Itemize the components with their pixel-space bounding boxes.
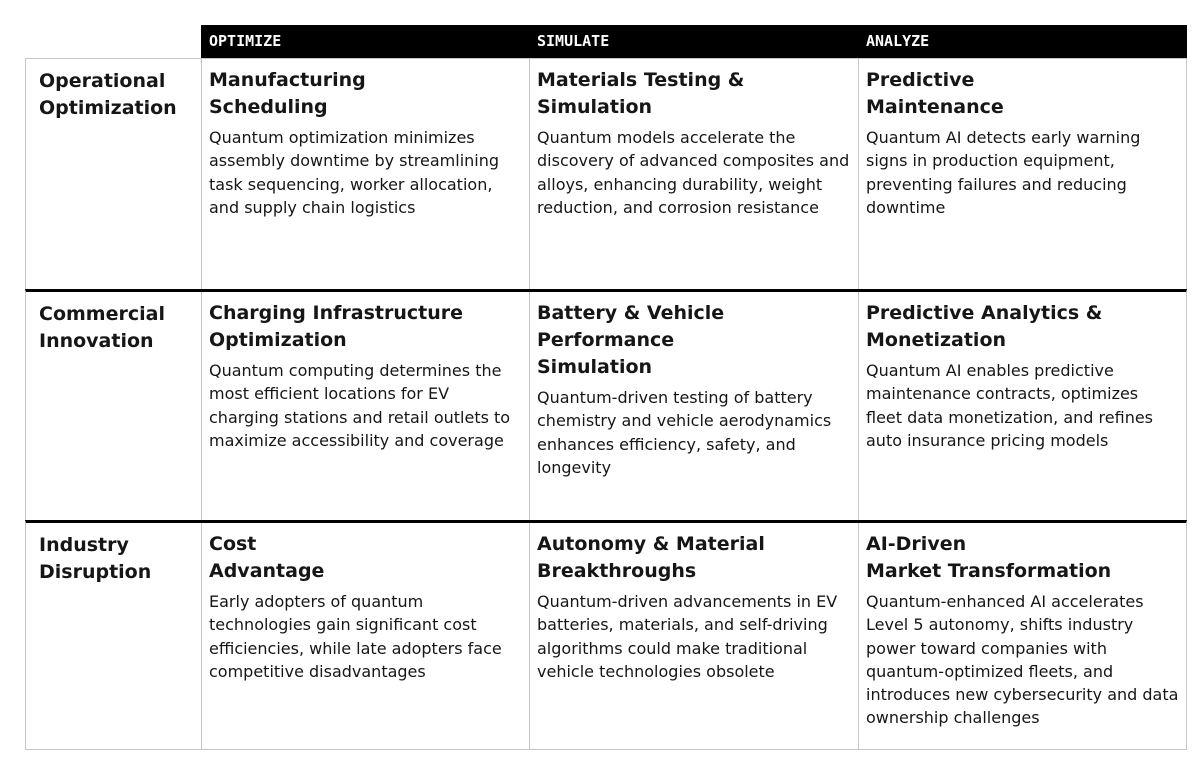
column-header-optimize: OPTIMIZE [201,25,529,58]
matrix-cell [858,292,1187,520]
cell-title-line-1: Predictive [866,69,975,91]
quantum-use-case-matrix [25,25,1187,750]
cell-title [209,67,521,121]
cell-title-line-1: Manufacturing [209,69,366,91]
matrix-cell [201,292,529,520]
cell-title-line-2: Optimization [209,329,347,351]
matrix-cell [201,523,529,749]
column-header-simulate: SIMULATE [529,25,858,58]
matrix-cell [529,523,858,749]
row-label [39,532,189,586]
cell-title-line-2: Simulation [537,96,653,118]
column-header-analyze: ANALYZE [858,25,1187,58]
cell-description: Quantum computing determines the most efficient locations for EV charging stations and retail outlets to maximize accessibility and coverage [209,361,511,450]
cell-title [866,67,1179,121]
matrix-cell [529,59,858,289]
cell-title [209,300,521,354]
cell-description: Quantum optimization minimizes assembly downtime by streamlining task sequencing, worker allocation, and supply chain logistics [209,128,500,217]
cell-title-line-1: Charging Infrastructure [209,302,463,324]
matrix-cell [201,59,529,289]
matrix-row-industry-disruption [25,520,1187,750]
matrix-cell [858,523,1187,749]
cell-title-line-1: Materials Testing & [537,69,745,91]
cell-description: Quantum-driven advancements in EV batteries, materials, and self-driving algorithms could make traditional vehicle technologies obsolete [537,592,838,681]
cell-title-line-2: Breakthroughs [537,560,697,582]
cell-title [209,531,521,585]
cell-description: Quantum AI detects early warning signs in production equipment, preventing failures and reducing downtime [866,128,1141,217]
cell-title-line-1: Battery & Vehicle Performance [537,302,725,351]
cell-title [866,300,1179,354]
row-label-line-2: Disruption [39,561,152,583]
cell-title-line-2: Scheduling [209,96,328,118]
cell-title-line-2: Monetization [866,329,1007,351]
cell-description: Early adopters of quantum technologies gain significant cost efficiencies, while late adopters face competitive disadvantages [209,592,502,681]
cell-title [537,300,850,381]
cell-title [537,531,850,585]
cell-description: Quantum-enhanced AI accelerates Level 5 autonomy, shifts industry power toward companies with quantum-optimized fleets, and introduces new cybersecurity and data ownership challenges [866,592,1179,728]
row-label [39,68,189,122]
matrix-cell [858,59,1187,289]
cell-description: Quantum AI enables predictive maintenance contracts, optimizes fleet data monetization, and refines auto insurance pricing models [866,361,1154,450]
row-label-line-1: Operational [39,70,166,92]
cell-title [866,531,1179,585]
row-label-line-1: Commercial [39,303,165,325]
cell-title [537,67,850,121]
cell-title-line-1: AI-Driven [866,533,967,555]
cell-title-line-2: Advantage [209,560,325,582]
row-label-line-2: Innovation [39,330,154,352]
cell-title-line-1: Autonomy & Material [537,533,765,555]
cell-title-line-2: Market Transformation [866,560,1112,582]
cell-title-line-2: Simulation [537,356,653,378]
row-label-line-1: Industry [39,534,129,556]
matrix-row-operational-optimization [25,58,1187,289]
matrix-cell [529,292,858,520]
cell-description: Quantum-driven testing of battery chemistry and vehicle aerodynamics enhances efficiency, safety, and longevity [537,388,832,477]
cell-title-line-2: Maintenance [866,96,1004,118]
row-label-line-2: Optimization [39,97,177,119]
matrix-row-commercial-innovation [25,289,1187,520]
cell-description: Quantum models accelerate the discovery of advanced composites and alloys, enhancing durability, weight reduction, and corrosion resistance [537,128,850,217]
row-label [39,301,189,355]
cell-title-line-1: Predictive Analytics & [866,302,1103,324]
cell-title-line-1: Cost [209,533,257,555]
